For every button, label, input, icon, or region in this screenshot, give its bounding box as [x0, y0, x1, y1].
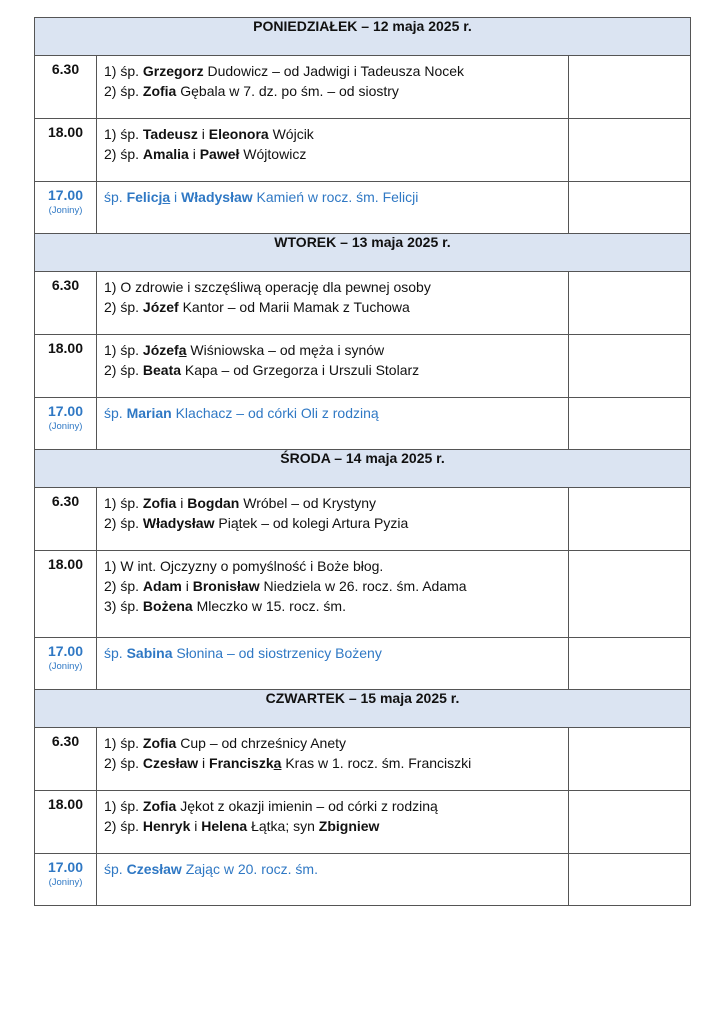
intention-name: Adam	[142, 578, 182, 594]
mass-time	[35, 119, 97, 182]
intention-text: Kapa – od Grzegorza i Urszuli Stolarz	[181, 362, 420, 378]
mass-intentions	[97, 119, 569, 182]
intention-line	[104, 403, 562, 423]
intention-name: Zofia	[142, 83, 177, 99]
empty-cell	[569, 638, 691, 690]
mass-time	[35, 398, 97, 450]
intention-text: Łątka; syn	[247, 818, 319, 834]
intention-text: 2) śp.	[104, 755, 143, 771]
intention-name: Tadeusz	[142, 126, 198, 142]
intention-text: 1) śp.	[104, 495, 143, 511]
mass-intentions	[97, 56, 569, 119]
mass-time	[35, 56, 97, 119]
day-header-row	[35, 450, 691, 488]
empty-cell	[569, 272, 691, 335]
mass-row	[35, 854, 691, 906]
mass-location-note: (Joniny)	[48, 421, 83, 432]
mass-time	[35, 791, 97, 854]
mass-time-value: 18.00	[47, 796, 84, 812]
intention-name: Czesław	[126, 861, 182, 877]
intention-line	[104, 643, 562, 663]
schedule-body	[35, 18, 691, 906]
intention-text: śp.	[104, 189, 127, 205]
intention-text: Mleczko w 15. rocz. śm.	[192, 598, 346, 614]
intention-text: śp.	[104, 861, 127, 877]
intention-text: 1) śp.	[104, 798, 143, 814]
mass-intentions	[97, 728, 569, 791]
intention-text: śp.	[104, 645, 127, 661]
intention-name: Marian	[126, 405, 172, 421]
intention-text: Wójtowicz	[239, 146, 307, 162]
intention-text: i	[198, 755, 210, 771]
intention-text: Kamień w rocz. śm. Felicji	[252, 189, 419, 205]
mass-time	[35, 272, 97, 335]
day-header-row	[35, 18, 691, 56]
intention-name: Henryk	[142, 818, 191, 834]
intention-name: Helena	[201, 818, 248, 834]
mass-location-note: (Joniny)	[48, 661, 83, 672]
intention-text: 1) śp.	[104, 735, 143, 751]
intention-text: 2) śp.	[104, 83, 143, 99]
day-header-row	[35, 234, 691, 272]
intention-text: i	[197, 126, 209, 142]
intention-line	[104, 513, 562, 533]
mass-row	[35, 398, 691, 450]
intention-name: Władysław	[142, 515, 215, 531]
intention-line	[104, 277, 562, 297]
intention-name: Beata	[142, 362, 182, 378]
intention-text: i	[190, 818, 202, 834]
intention-name: Sabina	[126, 645, 173, 661]
mass-time	[35, 854, 97, 906]
intention-name: Zofia	[142, 495, 177, 511]
mass-time	[35, 488, 97, 551]
mass-intentions	[97, 638, 569, 690]
intention-line	[104, 61, 562, 81]
intention-line	[104, 187, 562, 207]
mass-row	[35, 335, 691, 398]
intention-name: Józef	[142, 342, 179, 358]
empty-cell	[569, 488, 691, 551]
mass-location-note: (Joniny)	[48, 205, 83, 216]
mass-time-value: 17.00	[47, 187, 84, 203]
mass-time-value: 17.00	[47, 643, 84, 659]
intention-line	[104, 859, 562, 879]
mass-row	[35, 119, 691, 182]
intention-text: 3) śp.	[104, 598, 143, 614]
mass-time-value: 6.30	[51, 277, 80, 293]
intention-text: Kantor – od Marii Mamak z Tuchowa	[178, 299, 410, 315]
intention-name: Zofia	[142, 798, 177, 814]
intention-text: 1) śp.	[104, 63, 143, 79]
day-header-row	[35, 690, 691, 728]
intention-name: Felicj	[126, 189, 163, 205]
intention-line	[104, 144, 562, 164]
intention-text: Niedziela w 26. rocz. śm. Adama	[259, 578, 467, 594]
intention-text: Gębala w 7. dz. po śm. – od siostry	[176, 83, 399, 99]
intention-text: 2) śp.	[104, 515, 143, 531]
empty-cell	[569, 791, 691, 854]
intention-name: Bożena	[142, 598, 193, 614]
intention-text: Wójcik	[268, 126, 314, 142]
mass-time-value: 18.00	[47, 124, 84, 140]
intention-text: Dudowicz – od Jadwigi i Tadeusza Nocek	[203, 63, 465, 79]
intention-text: Wiśniowska – od męża i synów	[186, 342, 385, 358]
intention-text: 2) śp.	[104, 362, 143, 378]
intention-text: 2) śp.	[104, 818, 143, 834]
intention-text: i	[181, 578, 193, 594]
intention-name: Franciszk	[209, 755, 274, 771]
intention-line	[104, 596, 562, 616]
mass-time	[35, 638, 97, 690]
intention-line	[104, 340, 562, 360]
intention-line	[104, 556, 562, 576]
intention-text: Piątek – od kolegi Artura Pyzia	[214, 515, 409, 531]
mass-intentions	[97, 335, 569, 398]
mass-time	[35, 335, 97, 398]
intention-line	[104, 733, 562, 753]
mass-time	[35, 551, 97, 638]
intention-text: śp.	[104, 405, 127, 421]
mass-time-value: 18.00	[47, 340, 84, 356]
mass-row	[35, 182, 691, 234]
mass-intentions	[97, 854, 569, 906]
intention-name: Władysław	[181, 189, 253, 205]
intention-name: Zofia	[142, 735, 177, 751]
intention-name: Józef	[142, 299, 179, 315]
intention-text: Cup – od chrześnicy Anety	[176, 735, 347, 751]
intention-line	[104, 360, 562, 380]
intention-text: Zając w 20. rocz. śm.	[181, 861, 318, 877]
mass-time-value: 17.00	[47, 403, 84, 419]
intention-text: Słonina – od siostrzenicy Bożeny	[172, 645, 382, 661]
intention-text: 2) śp.	[104, 146, 143, 162]
mass-time-value: 6.30	[51, 61, 80, 77]
intention-name: Grzegorz	[142, 63, 204, 79]
intention-text: i	[170, 189, 182, 205]
mass-time-value: 6.30	[51, 733, 80, 749]
intention-line	[104, 753, 562, 773]
intention-name: Czesław	[142, 755, 199, 771]
mass-intentions	[97, 272, 569, 335]
intention-text: 2) śp.	[104, 299, 143, 315]
intention-line	[104, 124, 562, 144]
mass-row	[35, 638, 691, 690]
mass-intentions	[97, 551, 569, 638]
intention-line	[104, 576, 562, 596]
intention-text: 1) śp.	[104, 126, 143, 142]
mass-time	[35, 182, 97, 234]
empty-cell	[569, 728, 691, 791]
mass-intentions	[97, 791, 569, 854]
intention-name: a	[273, 755, 282, 771]
intention-text: Kras w 1. rocz. śm. Franciszki	[281, 755, 472, 771]
empty-cell	[569, 335, 691, 398]
intention-line	[104, 493, 562, 513]
mass-row	[35, 728, 691, 791]
intention-name: Zbigniew	[318, 818, 380, 834]
intention-line	[104, 297, 562, 317]
intention-line	[104, 796, 562, 816]
empty-cell	[569, 56, 691, 119]
intention-name: a	[178, 342, 187, 358]
day-header: WTOREK – 13 maja 2025 r.	[35, 234, 691, 272]
mass-row	[35, 488, 691, 551]
mass-schedule-table	[34, 17, 691, 906]
intention-name: a	[162, 189, 171, 205]
empty-cell	[569, 119, 691, 182]
mass-row	[35, 272, 691, 335]
intention-text: i	[188, 146, 200, 162]
intention-name: Eleonora	[208, 126, 269, 142]
mass-time-value: 6.30	[51, 493, 80, 509]
day-header: CZWARTEK – 15 maja 2025 r.	[35, 690, 691, 728]
mass-intentions	[97, 398, 569, 450]
empty-cell	[569, 182, 691, 234]
intention-text: Wróbel – od Krystyny	[239, 495, 377, 511]
intention-text: Klachacz – od córki Oli z rodziną	[171, 405, 379, 421]
intention-text: Jękot z okazji imienin – od córki z rodziną	[176, 798, 438, 814]
mass-time	[35, 728, 97, 791]
empty-cell	[569, 854, 691, 906]
intention-name: Bogdan	[187, 495, 240, 511]
intention-line	[104, 81, 562, 101]
intention-text: i	[176, 495, 188, 511]
mass-row	[35, 791, 691, 854]
mass-time-value: 17.00	[47, 859, 84, 875]
mass-intentions	[97, 182, 569, 234]
intention-name: Paweł	[199, 146, 240, 162]
intention-text: 1) W int. Ojczyzny o pomyślność i Boże błog.	[104, 558, 384, 574]
intention-text: 1) O zdrowie i szczęśliwą operację dla pewnej osoby	[104, 279, 431, 295]
intention-text: 1) śp.	[104, 342, 143, 358]
mass-intentions	[97, 488, 569, 551]
empty-cell	[569, 551, 691, 638]
day-header: PONIEDZIAŁEK – 12 maja 2025 r.	[35, 18, 691, 56]
intention-line	[104, 816, 562, 836]
day-header: ŚRODA – 14 maja 2025 r.	[35, 450, 691, 488]
intention-name: Amalia	[142, 146, 189, 162]
empty-cell	[569, 398, 691, 450]
mass-location-note: (Joniny)	[48, 877, 83, 888]
mass-row	[35, 551, 691, 638]
intention-text: 2) śp.	[104, 578, 143, 594]
mass-time-value: 18.00	[47, 556, 84, 572]
intention-name: Bronisław	[192, 578, 260, 594]
mass-row	[35, 56, 691, 119]
